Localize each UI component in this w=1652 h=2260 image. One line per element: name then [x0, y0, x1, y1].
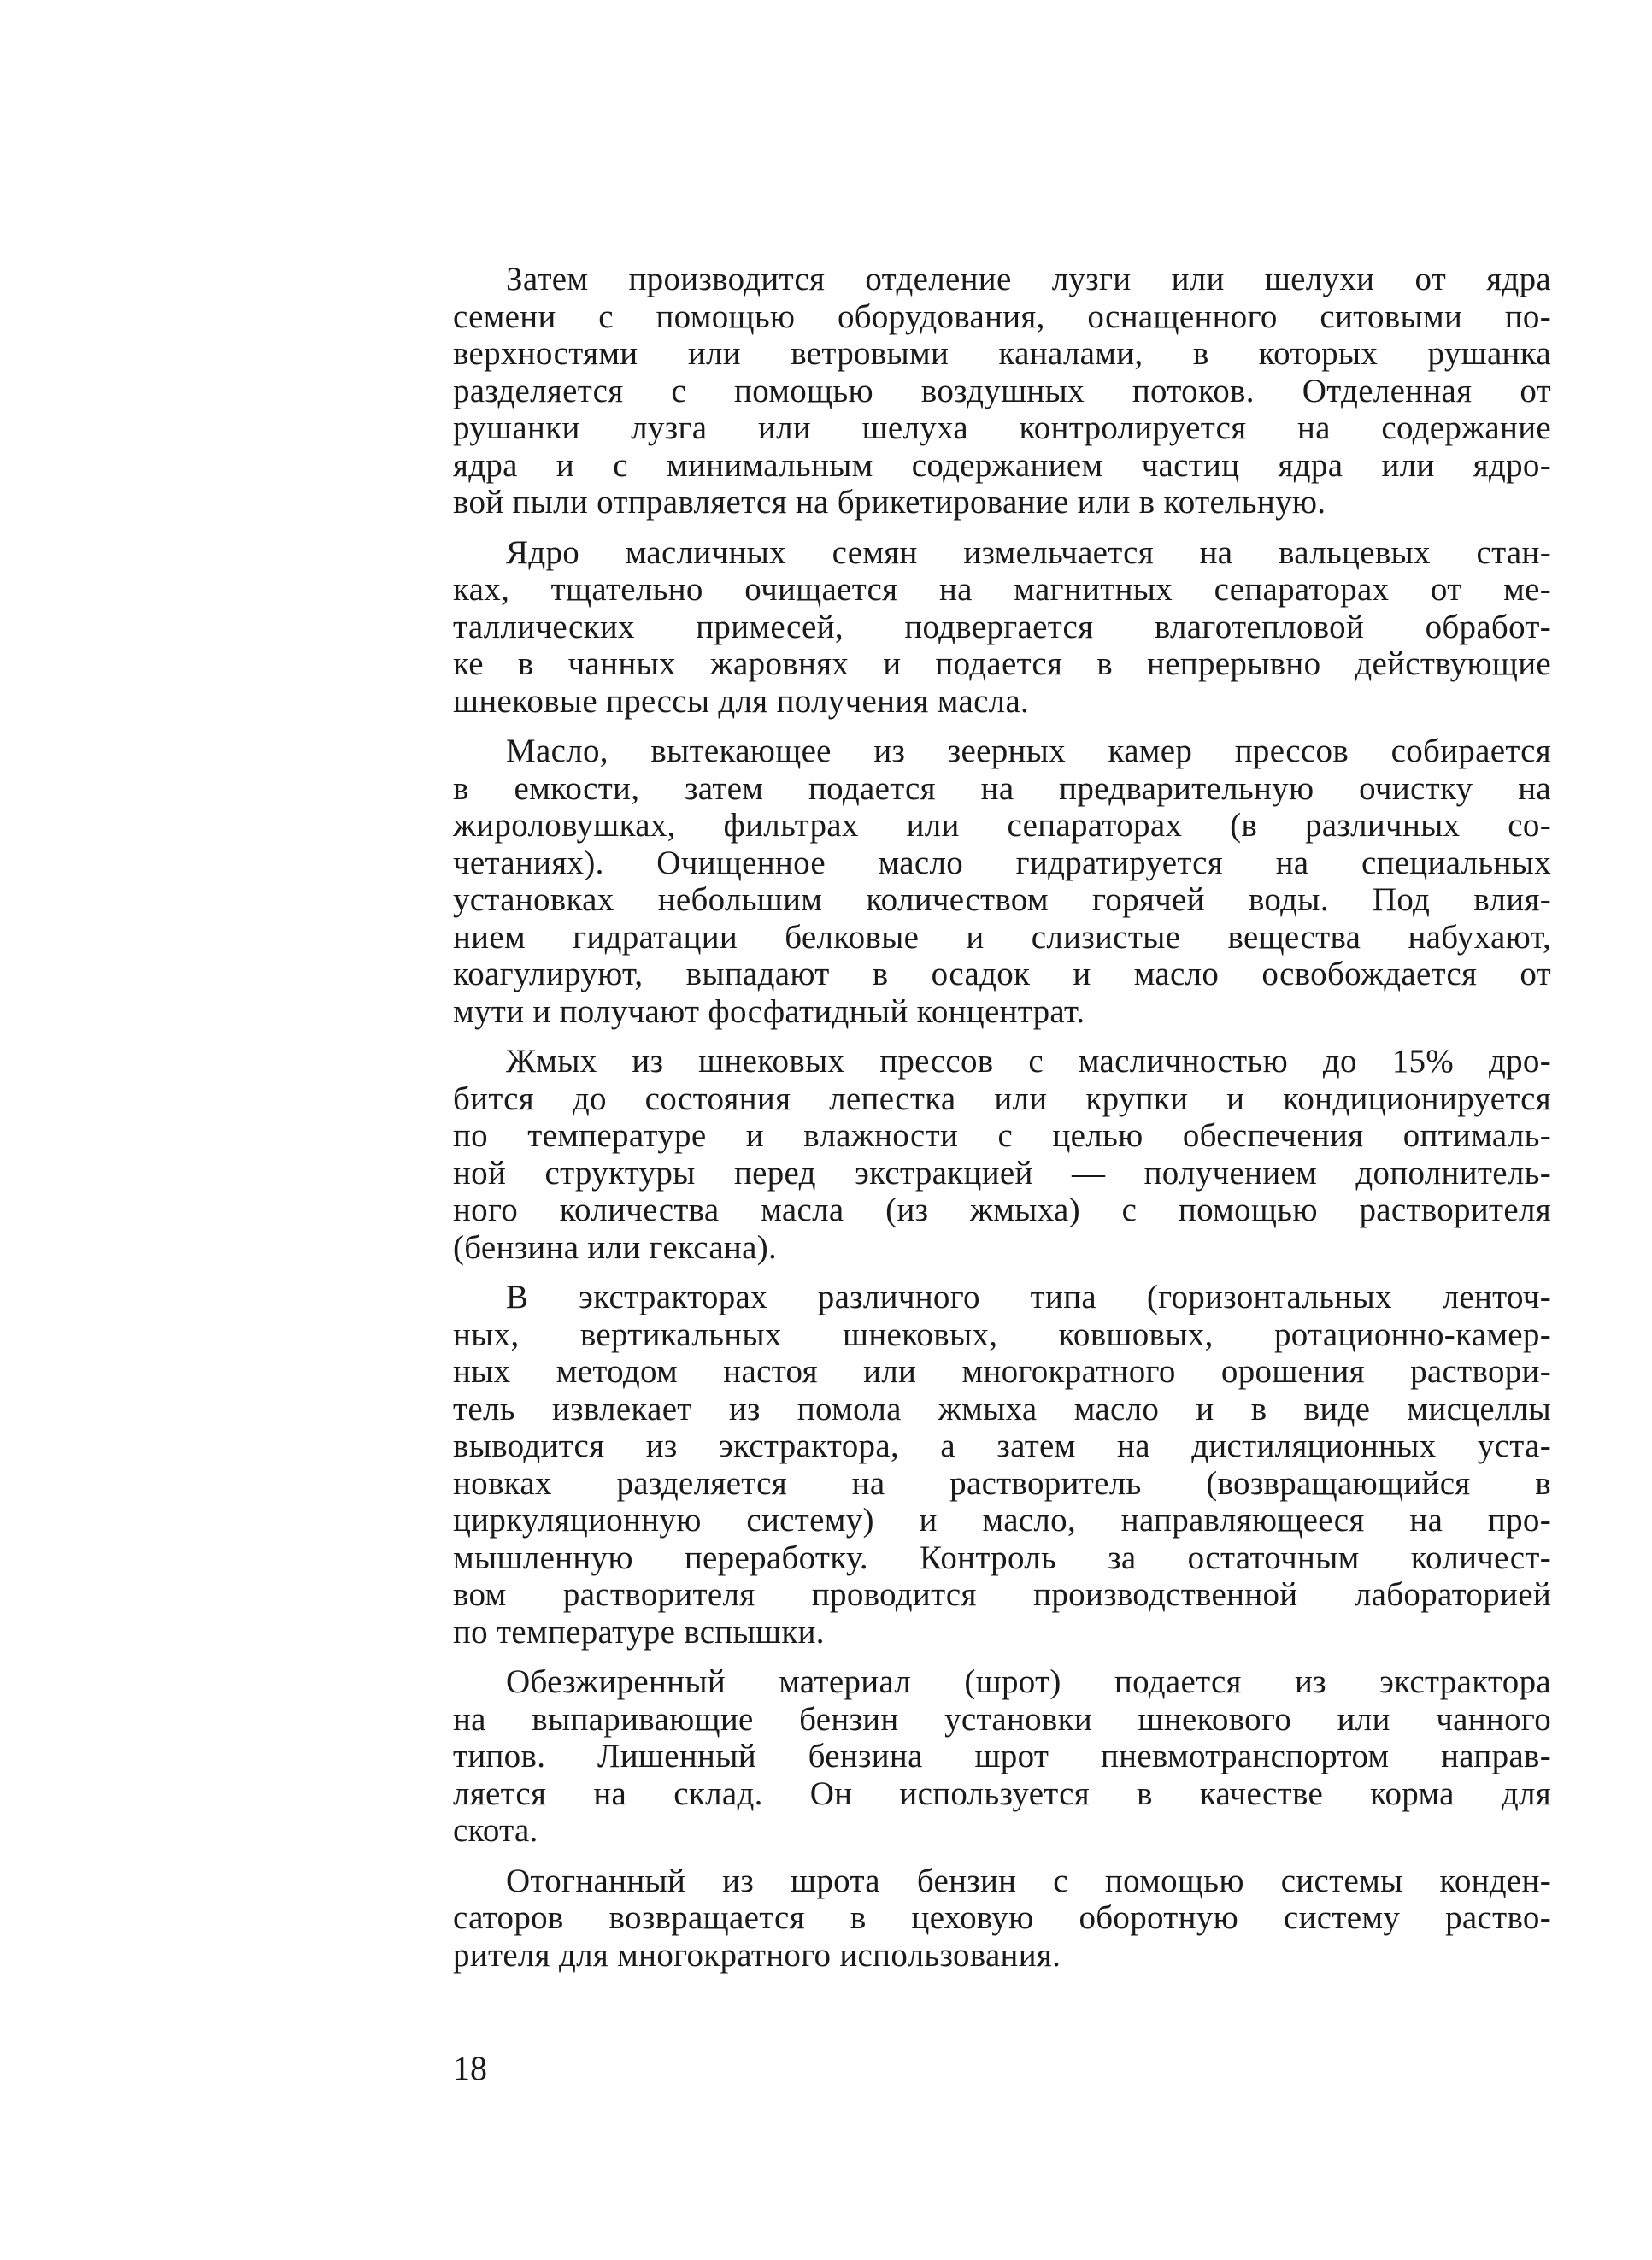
text-line: Отогнанный из шрота бензин с помощью системы конден-	[506, 1862, 1551, 1899]
text-line: рушанки лузга или шелуха контролируется на содержание	[453, 409, 1551, 446]
text-line: шнековые прессы для получения масла.	[453, 682, 1030, 720]
paragraph	[453, 1863, 1551, 1975]
text-line: верхностями или ветровыми каналами, в которых рушанка	[453, 335, 1551, 372]
text-line: (бензина или гексана).	[453, 1228, 778, 1266]
text-line: Ядро масличных семян измельчается на вальцевых стан-	[506, 533, 1551, 571]
text-line: по температуре вспышки.	[453, 1613, 825, 1651]
text-line: бится до состояния лепестка или крупки и кондиционируется	[453, 1080, 1551, 1117]
paragraph	[453, 534, 1551, 721]
text-line: В экстракторах различного типа (горизонтальных ленточ-	[506, 1279, 1551, 1315]
text-line: типов. Лишенный бензина шрот пневмотранспортом направ-	[453, 1738, 1551, 1774]
text-line: саторов возвращается в цеховую оборотную систему раство-	[453, 1899, 1551, 1936]
text-line: Обезжиренный материал (шрот) подается из экстрактора	[506, 1663, 1551, 1700]
paragraph	[453, 1043, 1551, 1266]
text-line: ках, тщательно очищается на магнитных сепараторах от ме-	[453, 571, 1551, 608]
text-line: новках разделяется на растворитель (возвращающийся в	[453, 1464, 1551, 1502]
text-line: вой пыли отправляется на брикетирование или в котельную.	[453, 484, 1326, 521]
text-line: ных методом настоя или многократного орошения раствори-	[453, 1353, 1551, 1390]
text-line: ке в чанных жаровнях и подается в непрерывно действующие	[453, 645, 1551, 682]
text-line: ных, вертикальных шнековых, ковшовых, ротационно-камер-	[453, 1315, 1551, 1353]
paragraph	[453, 733, 1551, 1030]
text-line: мышленную переработку. Контроль за остаточным количест-	[453, 1539, 1551, 1576]
text-line: рителя для многократного использования.	[453, 1936, 1061, 1974]
text-line: установках небольшим количеством горячей воды. Под влия-	[453, 881, 1551, 918]
paragraph	[453, 1279, 1551, 1651]
text-line: ядра и с минимальным содержанием частиц ядра или ядро-	[453, 446, 1551, 484]
text-line: ляется на склад. Он используется в качестве корма для	[453, 1774, 1551, 1812]
text-line: в емкости, затем подается на предварительную очистку на	[453, 769, 1551, 807]
text-line: семени с помощью оборудования, оснащенного ситовыми по-	[453, 297, 1551, 335]
paragraph	[453, 1663, 1551, 1850]
text-line: скота.	[453, 1812, 538, 1849]
text-line: четаниях). Очищенное масло гидратируется на специальных	[453, 844, 1551, 881]
text-line: Затем производится отделение лузги или шелухи от ядра	[506, 261, 1551, 297]
text-line: нием гидратации белковые и слизистые вещества набухают,	[453, 918, 1551, 956]
text-line: таллических примесей, подвергается влаготепловой обработ-	[453, 608, 1551, 645]
text-line: по температуре и влажности с целью обеспечения оптималь-	[453, 1117, 1551, 1154]
text-line: Масло, вытекающее из зеерных камер прессов собирается	[506, 733, 1551, 769]
page-number: 18	[453, 2049, 487, 2087]
text-line: вом растворителя проводится производственной лабораторией	[453, 1576, 1551, 1613]
text-line: на выпаривающие бензин установки шнекового или чанного	[453, 1700, 1551, 1738]
paragraph	[453, 261, 1551, 521]
text-line: выводится из экстрактора, а затем на дистиляционных уста-	[453, 1427, 1551, 1464]
text-line: ной структуры перед экстракцией — получением дополнитель-	[453, 1154, 1551, 1192]
text-line: коагулируют, выпадают в осадок и масло освобождается от	[453, 956, 1551, 992]
text-line: циркуляционную систему) и масло, направляющееся на про-	[453, 1502, 1551, 1539]
text-line: разделяется с помощью воздушных потоков. Отделенная от	[453, 372, 1551, 409]
text-line: тель извлекает из помола жмыха масло и в виде мисцеллы	[453, 1390, 1551, 1427]
text-line: Жмых из шнековых прессов с масличностью до 15% дро-	[506, 1043, 1551, 1080]
text-line: жироловушках, фильтрах или сепараторах (в различных со-	[453, 807, 1551, 844]
text-line: мути и получают фосфатидный концентрат.	[453, 992, 1085, 1030]
body-text	[453, 261, 1551, 1986]
text-line: ного количества масла (из жмыха) с помощью растворителя	[453, 1192, 1551, 1228]
